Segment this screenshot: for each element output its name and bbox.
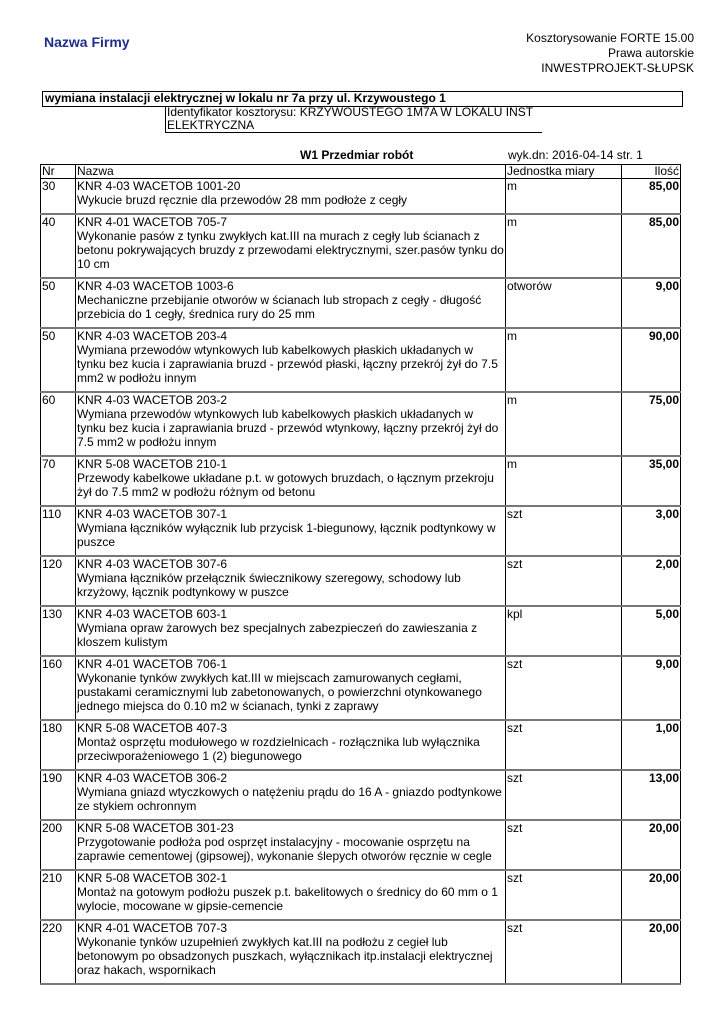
row-nr: 50 xyxy=(41,278,76,328)
row-nr: 180 xyxy=(41,720,76,770)
row-description: Montaż osprzętu modułowego w rozdzielnicach - rozłącznika lub wyłącznika przeciwporażeniowego 1 (2) biegunowego xyxy=(77,735,480,763)
estimate-subject: wymiana instalacji elektrycznej w lokalu nr 7a przy ul. Krzywoustego 1 xyxy=(42,91,683,107)
table-row xyxy=(41,820,681,870)
row-qty: 75,00 xyxy=(622,392,681,456)
row-unit: szt xyxy=(506,720,622,770)
row-description: Wymiana łączników wyłącznik lub przycisk 1-biegunowy, łącznik podtynkowy w puszce xyxy=(77,521,496,549)
page-meta: wyk.dn: 2016-04-14 str. 1 xyxy=(508,148,643,162)
column-header-nr: Nr xyxy=(41,165,76,179)
row-unit: szt xyxy=(506,920,622,984)
row-name xyxy=(76,820,506,870)
table-row xyxy=(41,179,681,215)
row-code: KNR 4-03 WACETOB 307-6 xyxy=(77,557,228,571)
row-qty: 85,00 xyxy=(622,179,681,215)
table-row xyxy=(41,870,681,920)
row-code: KNR 4-01 WACETOB 707-3 xyxy=(77,921,228,935)
row-unit: szt xyxy=(506,770,622,820)
row-description: Mechaniczne przebijanie otworów w ścianach lub stropach z cegły - długość przebicia do 1 cegły, średnica rury do 25 mm xyxy=(77,293,482,321)
quantity-table xyxy=(40,164,681,985)
program-info xyxy=(454,31,694,76)
estimate-identifier: Identyfikator kosztorysu: KRZYWOUSTEGO 1M7A W LOKALU INST ELEKTRYCZNA xyxy=(165,106,542,133)
row-qty: 20,00 xyxy=(622,920,681,984)
table-row xyxy=(41,456,681,506)
row-name xyxy=(76,920,506,984)
row-description: Montaż na gotowym podłożu puszek p.t. bakelitowych o średnicy do 60 mm o 1 wylocie, mocowane w gipsie-cemencie xyxy=(77,885,498,913)
section-title: W1 Przedmiar robót xyxy=(300,148,414,162)
row-nr: 190 xyxy=(41,770,76,820)
program-vendor: INWESTPROJEKT-SŁUPSK xyxy=(541,61,694,75)
row-qty: 2,00 xyxy=(622,556,681,606)
row-description: Przygotowanie podłoża pod osprzęt instalacyjny - mocowanie osprzętu na zaprawie cementowej (gipsowej), wykonanie ślepych otworów ręcznie w cegle xyxy=(77,835,492,863)
row-code: KNR 5-08 WACETOB 302-1 xyxy=(77,871,228,885)
row-nr: 50 xyxy=(41,328,76,392)
row-nr: 40 xyxy=(41,214,76,278)
table-row xyxy=(41,556,681,606)
row-unit: otworów xyxy=(506,278,622,328)
row-name xyxy=(76,506,506,556)
row-code: KNR 5-08 WACETOB 407-3 xyxy=(77,721,228,735)
row-unit: m xyxy=(506,214,622,278)
table-row xyxy=(41,278,681,328)
row-description: Wymiana opraw żarowych bez specjalnych zabezpieczeń do zawieszania z kloszem kulistym xyxy=(77,621,478,649)
column-header-unit: Jednostka miary xyxy=(506,165,622,179)
row-name xyxy=(76,278,506,328)
row-nr: 110 xyxy=(41,506,76,556)
row-qty: 5,00 xyxy=(622,606,681,656)
row-unit: szt xyxy=(506,820,622,870)
row-code: KNR 4-03 WACETOB 603-1 xyxy=(77,607,228,621)
table-row xyxy=(41,214,681,278)
row-description: Wymiana przewodów wtynkowych lub kabelkowych płaskich układanych w tynku bez kucia i zaprawiania bruzd - przewód wtynkowy, łączny przekrój żył do 7.5 mm2 w podłożu innym xyxy=(77,407,499,449)
row-description: Wymiana gniazd wtyczkowych o natężeniu prądu do 16 A - gniazdo podtynkowe ze stykiem ochronnym xyxy=(77,785,502,813)
table-row xyxy=(41,506,681,556)
row-name xyxy=(76,656,506,720)
row-description: Wykucie bruzd ręcznie dla przewodów 28 mm podłoże z cegły xyxy=(77,193,408,207)
row-description: Wykonanie pasów z tynku zwykłych kat.III na murach z cegły lub ścianach z betonu pokrywających bruzdy z przewodami elektrycznymi, szer.pasów tynku do 10 cm xyxy=(77,229,504,271)
program-name: Kosztorysowanie FORTE 15.00 xyxy=(526,31,694,45)
table-row xyxy=(41,656,681,720)
row-name xyxy=(76,606,506,656)
row-qty: 9,00 xyxy=(622,278,681,328)
row-description: Wymiana łączników przełącznik świecznikowy szeregowy, schodowy lub krzyżowy, łącznik podtynkowy w puszce xyxy=(77,571,461,599)
row-code: KNR 4-03 WACETOB 203-2 xyxy=(77,393,228,407)
row-qty: 9,00 xyxy=(622,656,681,720)
row-code: KNR 4-03 WACETOB 1003-6 xyxy=(77,279,234,293)
company-name: Nazwa Firmy xyxy=(44,34,130,50)
row-name xyxy=(76,179,506,215)
table-row xyxy=(41,606,681,656)
row-code: KNR 5-08 WACETOB 210-1 xyxy=(77,457,228,471)
row-nr: 120 xyxy=(41,556,76,606)
table-row xyxy=(41,720,681,770)
table-row xyxy=(41,920,681,984)
row-name xyxy=(76,214,506,278)
row-qty: 13,00 xyxy=(622,770,681,820)
row-nr: 70 xyxy=(41,456,76,506)
row-code: KNR 4-01 WACETOB 705-7 xyxy=(77,215,228,229)
program-rights: Prawa autorskie xyxy=(607,46,694,60)
row-unit: szt xyxy=(506,506,622,556)
table-header xyxy=(41,165,681,179)
row-name xyxy=(76,456,506,506)
row-code: KNR 4-03 WACETOB 203-4 xyxy=(77,329,228,343)
row-qty: 85,00 xyxy=(622,214,681,278)
row-name xyxy=(76,392,506,456)
row-code: KNR 4-03 WACETOB 307-1 xyxy=(77,507,228,521)
row-code: KNR 5-08 WACETOB 301-23 xyxy=(77,821,234,835)
row-qty: 1,00 xyxy=(622,720,681,770)
row-code: KNR 4-03 WACETOB 1001-20 xyxy=(77,179,241,193)
row-unit: szt xyxy=(506,870,622,920)
row-qty: 90,00 xyxy=(622,328,681,392)
column-header-qty: Ilość xyxy=(622,165,681,179)
row-name xyxy=(76,328,506,392)
column-header-name: Nazwa xyxy=(76,165,506,179)
row-unit: m xyxy=(506,392,622,456)
row-description: Wykonanie tynków uzupełnień zwykłych kat.III na podłożu z cegieł lub betonowym po obsadzonych puszkach, wyłącznikach itp.instalacji elektrycznej oraz hakach, wspornikach xyxy=(77,935,493,977)
row-unit: m xyxy=(506,328,622,392)
row-nr: 210 xyxy=(41,870,76,920)
row-code: KNR 4-01 WACETOB 706-1 xyxy=(77,657,228,671)
row-qty: 3,00 xyxy=(622,506,681,556)
row-nr: 160 xyxy=(41,656,76,720)
row-unit: szt xyxy=(506,656,622,720)
row-nr: 60 xyxy=(41,392,76,456)
row-name xyxy=(76,870,506,920)
row-name xyxy=(76,720,506,770)
row-nr: 130 xyxy=(41,606,76,656)
row-qty: 35,00 xyxy=(622,456,681,506)
row-unit: kpl xyxy=(506,606,622,656)
row-description: Wykonanie tynków zwykłych kat.III w miejscach zamurowanych cegłami, pustakami ceramicznymi lub zabetonowanych, o powierzchni otynkowanego jednego miejsca do 0.10 m2 w ścianach, tynki z zaprawy xyxy=(77,671,482,713)
row-description: Przewody kabelkowe układane p.t. w gotowych bruzdach, o łącznym przekroju żył do 7.5 mm2 w podłożu różnym od betonu xyxy=(77,471,494,499)
row-unit: szt xyxy=(506,556,622,606)
row-description: Wymiana przewodów wtynkowych lub kabelkowych płaskich układanych w tynku bez kucia i zaprawiania bruzd - przewód płaski, łączny przekrój żył do 7.5 mm2 w podłożu innym xyxy=(77,343,498,385)
row-name xyxy=(76,770,506,820)
row-nr: 220 xyxy=(41,920,76,984)
table-row xyxy=(41,328,681,392)
table-row xyxy=(41,770,681,820)
row-unit: m xyxy=(506,456,622,506)
row-unit: m xyxy=(506,179,622,215)
row-name xyxy=(76,556,506,606)
row-qty: 20,00 xyxy=(622,870,681,920)
row-code: KNR 4-03 WACETOB 306-2 xyxy=(77,771,228,785)
table-row xyxy=(41,392,681,456)
row-nr: 30 xyxy=(41,179,76,215)
row-nr: 200 xyxy=(41,820,76,870)
row-qty: 20,00 xyxy=(622,820,681,870)
